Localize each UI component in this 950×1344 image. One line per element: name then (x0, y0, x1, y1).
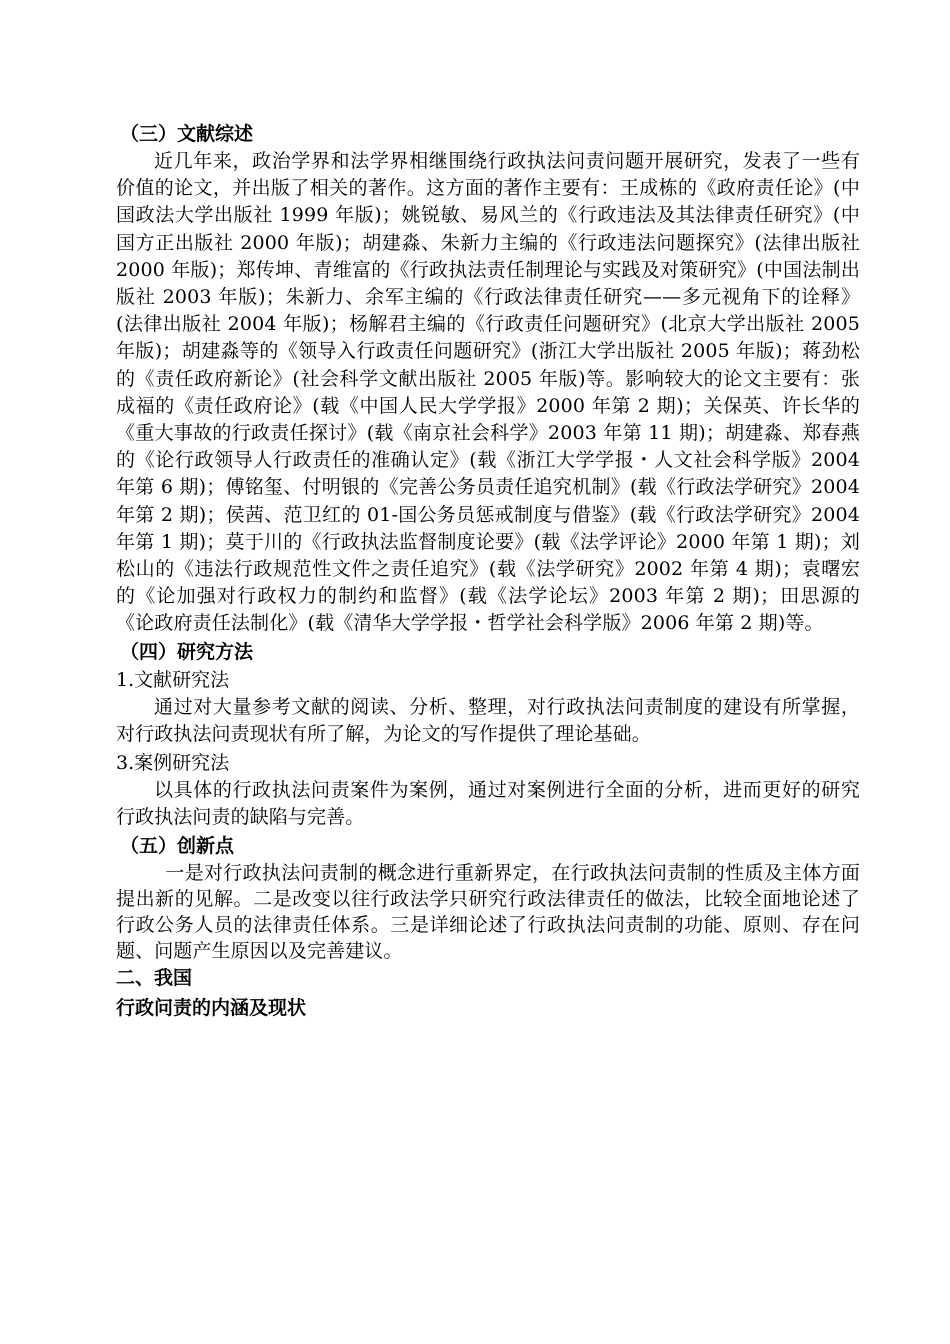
section-heading-research-methods: （四）研究方法 (120, 640, 254, 663)
method-3-paragraph: 以具体的行政执法问责案件为案例，通过对案例进行全面的分析，进而更好的研究行政执法问责的缺陷与完善。 (116, 778, 860, 829)
method-1-paragraph: 通过对大量参考文献的阅读、分析、整理，对行政执法问责制度的建设有所掌握，对行政执法问责现状有所了解，为论文的写作提供了理论基础。 (116, 695, 860, 746)
section-heading-innovation: （五）创新点 (120, 835, 235, 858)
method-3-title: 3.案例研究法 (116, 751, 230, 774)
document-page (116, 120, 860, 1022)
literature-review-paragraph: 近几年来，政治学界和法学界相继围绕行政执法问责问题开展研究，发表了一些有价值的论文，并出版了相关的著作。这方面的著作主要有：王成栋的《政府责任论》(中国政法大学出版社 1999 年版)；姚锐敏、易风兰的《行政违法及其法律责任研究》(中国方正出版社 2000 年版)；胡建淼、朱新力主编的《行政违法问题探究》(法律出版社 2000 年版)；郑传坤、青维富的《行政执法责任制理论与实践及对策研究》(中国法制出版社 2003 年版)；朱新力、余军主编的《行政法律责任研究——多元视角下的诠释》(法律出版社 2004 年版)；杨解君主编的《行政责任问题研究》(北京大学出版社 2005 年版)；胡建淼等的《领导入行政责任问题研究》(浙江大学出版社 2005 年版)；蒋劲松的《责任政府新论》(社会科学文献出版社 2005 年版)等。影响较大的论文主要有：张成福的《责任政府论》(载《中国人民大学学报》2000 年第 2 期)；关保英、许长华的《重大事故的行政责任探讨》(载《南京社会科学》2003 年第 11 期)；胡建淼、郑春燕的《论行政领导人行政责任的准确认定》(载《浙江大学学报・人文社会科学版》2004 年第 6 期)；傅铭玺、付明银的《完善公务员责任追究机制》(载《行政法学研究》2004 年第 2 期)；侯茜、范卫红的 01-国公务员惩戒制度与借鉴》(载《行政法学研究》2004 年第 1 期)；莫于川的《行政执法监督制度论要》(载《法学评论》2000 年第 1 期)；刘松山的《违法行政规范性文件之责任追究》(载《法学研究》2002 年第 4 期)；袁曙宏的《论加强对行政权力的制约和监督》(载《法学论坛》2003 年第 2 期)；田思源的《论政府责任法制化》(载《清华大学学报・哲学社会科学版》2006 年第 2 期)等。 (116, 150, 861, 635)
innovation-paragraph: 一是对行政执法问责制的概念进行重新界定，在行政执法问责制的性质及主体方面提出新的见解。二是改变以往行政法学只研究行政法律责任的做法，比较全面地论述了行政公务人员的法律责任体系。三是详细论述了行政执法问责制的功能、原则、存在问题、问题产生原因以及完善建议。 (116, 862, 860, 963)
chapter-heading-line-2: 行政问责的内涵及现状 (116, 997, 307, 1020)
chapter-heading-line-1: 二、我国 (116, 967, 193, 990)
method-1-title: 1.文献研究法 (116, 668, 230, 691)
section-heading-literature-review: （三）文献综述 (120, 123, 254, 145)
